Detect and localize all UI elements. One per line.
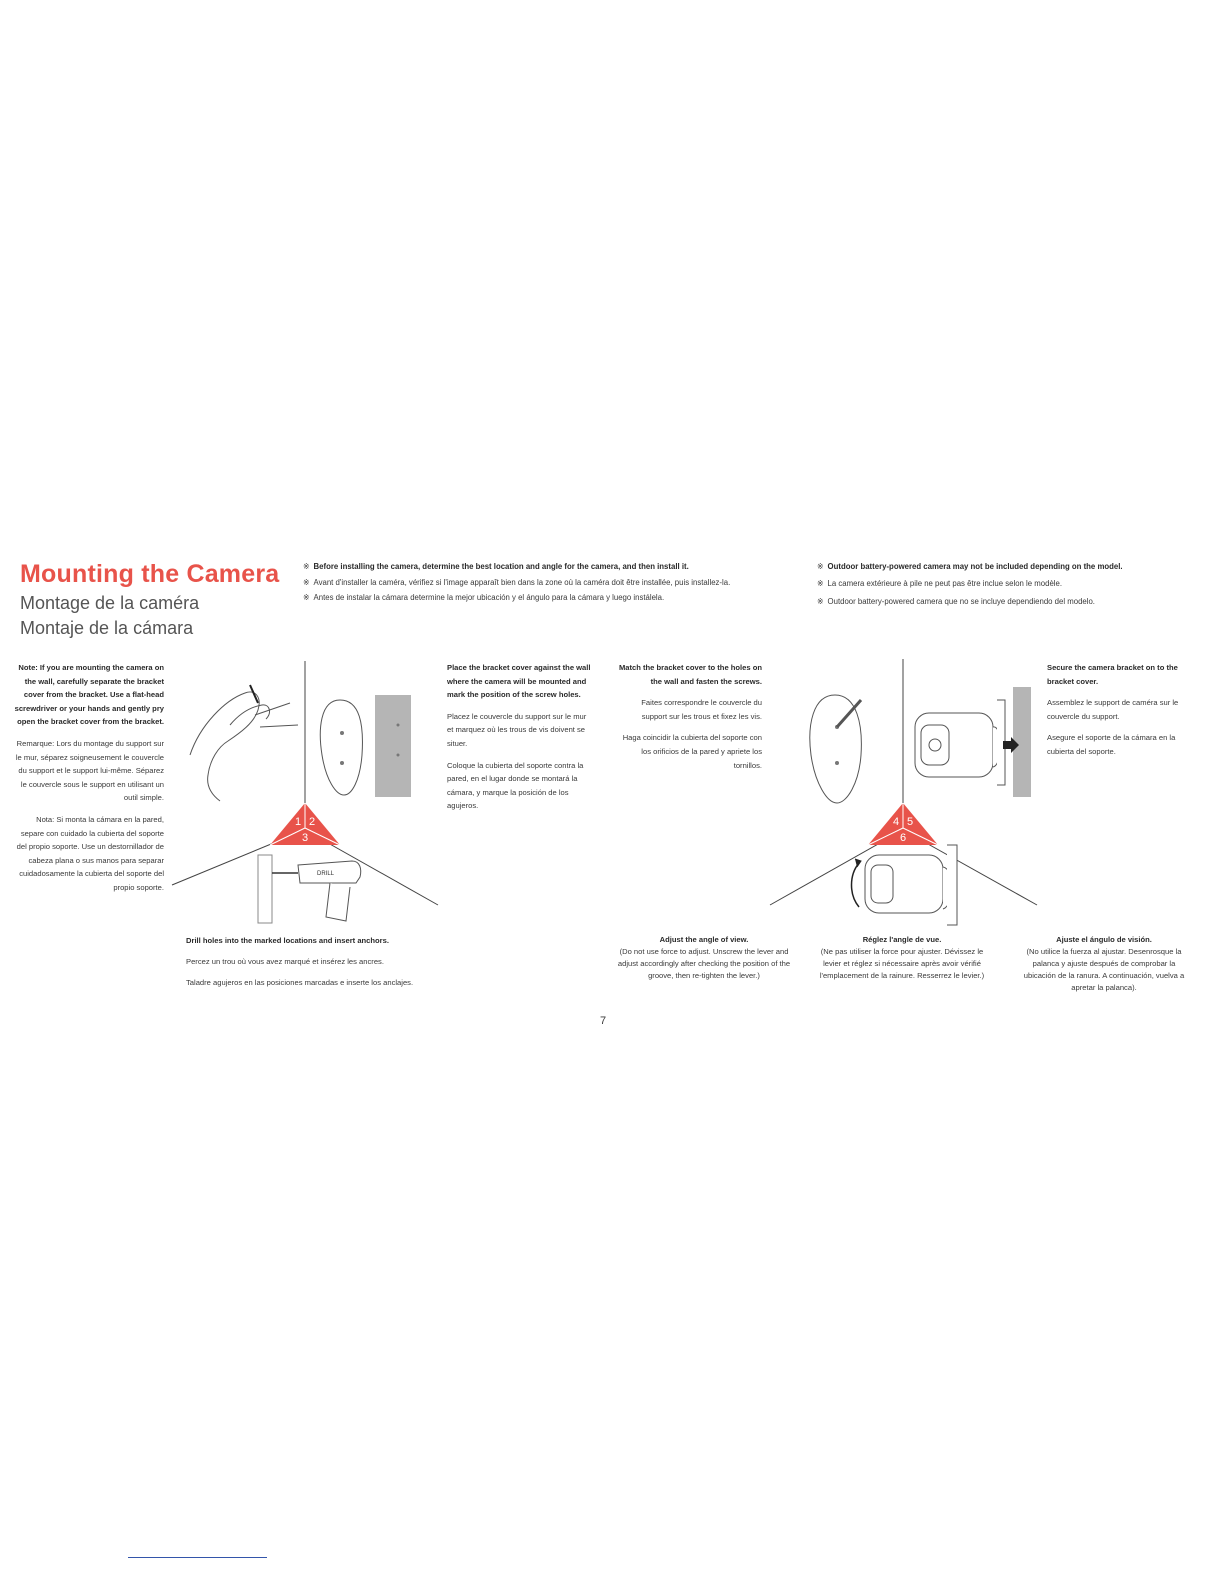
note-fr-text: Avant d'installer la caméra, vérifiez si l'image apparaît bien dans la zone où la caméra doit être installée, puis installez-la. (313, 577, 731, 587)
reference-mark: ※ (303, 577, 310, 587)
left-note (14, 661, 164, 903)
footer-line (128, 1557, 267, 1558)
step-2-en: Place the bracket cover against the wall where the camera will be mounted and mark the position of the screw holes. (447, 663, 591, 700)
drill-icon (272, 861, 361, 921)
step-4-fr: Faites correspondre le couvercle du support sur les trous et fixez les vis. (641, 698, 762, 721)
model-note-en-text: Outdoor battery-powered camera may not be included depending on the model. (827, 562, 1123, 571)
screw-hole-mark (835, 761, 839, 765)
note-es-text: Antes de instalar la cámara determine la mejor ubicación y el ángulo para la cámara y luego instálela. (313, 593, 665, 602)
badge-2: 2 (308, 816, 316, 828)
screw-hole-mark (340, 731, 344, 735)
step-2-fr: Placez le couvercle du support sur le mur et marquez où les trous de vis doivent se situer. (447, 711, 587, 748)
bracket-cover-icon (320, 700, 362, 795)
left-note-en: Note: If you are mounting the camera on the wall, carefully separate the bracket cover from the bracket. Use a flat-head screwdriver or your hands and gently pry open the bracket cover from the bracket. (14, 663, 164, 727)
step-6-es-block (1016, 934, 1192, 994)
model-note-fr-text: La camera extérieure à pile ne peut pas être inclue selon le modèle. (827, 578, 1063, 588)
note-es (303, 592, 763, 604)
badge-3: 3 (301, 832, 309, 844)
illustration-steps-4-6 (765, 655, 1045, 935)
reference-mark: ※ (303, 562, 310, 571)
note-en (303, 561, 763, 573)
step-5-fr: Assemblez le support de caméra sur le couvercle du support. (1047, 698, 1179, 721)
step-6-en-title: Adjust the angle of view. (659, 935, 749, 944)
step-badge-1-2-3 (270, 803, 340, 845)
step-6-en-text: (Do not use force to adjust. Unscrew the lever and adjust accordingly after checking the position of the groove, then re-tighten the lever.) (617, 947, 791, 980)
step-6-fr-title: Réglez l'angle de vue. (862, 935, 942, 944)
step-5-en: Secure the camera bracket on to the bracket cover. (1047, 663, 1178, 686)
drill-label: DRILL (317, 871, 335, 877)
step-6-fr-text: (Ne pas utiliser la force pour ajuster. Dévissez le levier et réglez si nécessaire après avoir vérifié l'emplacement de la rainure. Resserrez le levier.) (819, 947, 985, 980)
badge-4: 4 (892, 816, 900, 828)
step-3-fr: Percez un trou où vous avez marqué et insérez les ancres. (186, 957, 384, 966)
note-fr (303, 577, 763, 589)
left-note-fr: Remarque: Lors du montage du support sur le mur, séparez soigneusement le couvercle du support et le support lui-même. Séparez le couvercle sous le support en utilisant un outil simple. (15, 738, 164, 803)
screw-hole-mark (397, 724, 400, 727)
reference-mark: ※ (817, 597, 824, 606)
screw-hole-mark (397, 754, 400, 757)
left-note-es: Nota: Si monta la cámara en la pared, separe con cuidado la cubierta del soporte del propio soporte. Use un destornillador de cabeza plana o sus manos para separar cuidadosamente la cubierta del soporte del propio soporte. (16, 814, 164, 892)
page-title-spanish: Montaje de la cámara (20, 618, 194, 638)
step-6-fr-block (812, 934, 992, 982)
wall-icon (375, 695, 411, 797)
step-5-es: Asegure el soporte de la cámara en la cubierta del soporte. (1047, 733, 1176, 756)
step-4-text (614, 661, 762, 780)
wall-section-icon (258, 855, 272, 923)
step-6-es-title: Ajuste el ángulo de visión. (1056, 935, 1152, 944)
reference-mark: ※ (817, 562, 824, 571)
model-note-es (817, 596, 1177, 608)
step-6-es-text: (No utilice la fuerza al ajustar. Desenrosque la palanca y ajuste después de comprobar la ubicación de la ranura. A continuación, vuelva a apretar la palanca). (1023, 947, 1185, 992)
badge-5: 5 (906, 816, 914, 828)
step-4-es: Haga coincidir la cubierta del soporte con los orificios de la pared y apriete los tornillos. (622, 733, 762, 770)
model-notes (817, 561, 1177, 608)
step-4-en: Match the bracket cover to the holes on the wall and fasten the screws. (618, 663, 762, 686)
model-note-en (817, 561, 1177, 573)
camera-icon (915, 700, 1005, 785)
step-2-es: Coloque la cubierta del soporte contra la pared, en el lugar donde se montará la cámara, y marque la posición de los agujeros. (447, 760, 584, 811)
reference-mark: ※ (303, 593, 310, 602)
step-2-text (447, 661, 592, 821)
camera-adjust-icon (852, 845, 958, 925)
step-3-es: Taladre agujeros en las posiciones marcadas e inserte los anclajes. (186, 978, 414, 987)
model-note-es-text: Outdoor battery-powered camera que no se incluye dependiendo del modelo. (827, 597, 1095, 606)
note-en-text: Before installing the camera, determine the best location and angle for the camera, and then install it. (313, 562, 689, 571)
installation-notes (303, 561, 763, 604)
bracket-cover-icon (810, 695, 862, 803)
step-3-text (186, 934, 456, 990)
page-title: Mounting the Camera (20, 560, 280, 588)
illustration-steps-1-3 (170, 655, 445, 935)
step-badge-4-5-6 (868, 803, 938, 845)
step-5-text (1047, 661, 1189, 767)
page-number: 7 (600, 1015, 607, 1027)
hand-pry-icon (190, 685, 298, 801)
step-3-en: Drill holes into the marked locations and insert anchors. (186, 936, 389, 945)
step-6-en-block (616, 934, 792, 982)
reference-mark: ※ (817, 578, 824, 588)
model-note-fr (817, 578, 1177, 590)
page-title-french: Montage de la caméra (20, 593, 200, 613)
badge-6: 6 (899, 832, 907, 844)
badge-1: 1 (294, 816, 302, 828)
screw-hole-mark (340, 761, 344, 765)
